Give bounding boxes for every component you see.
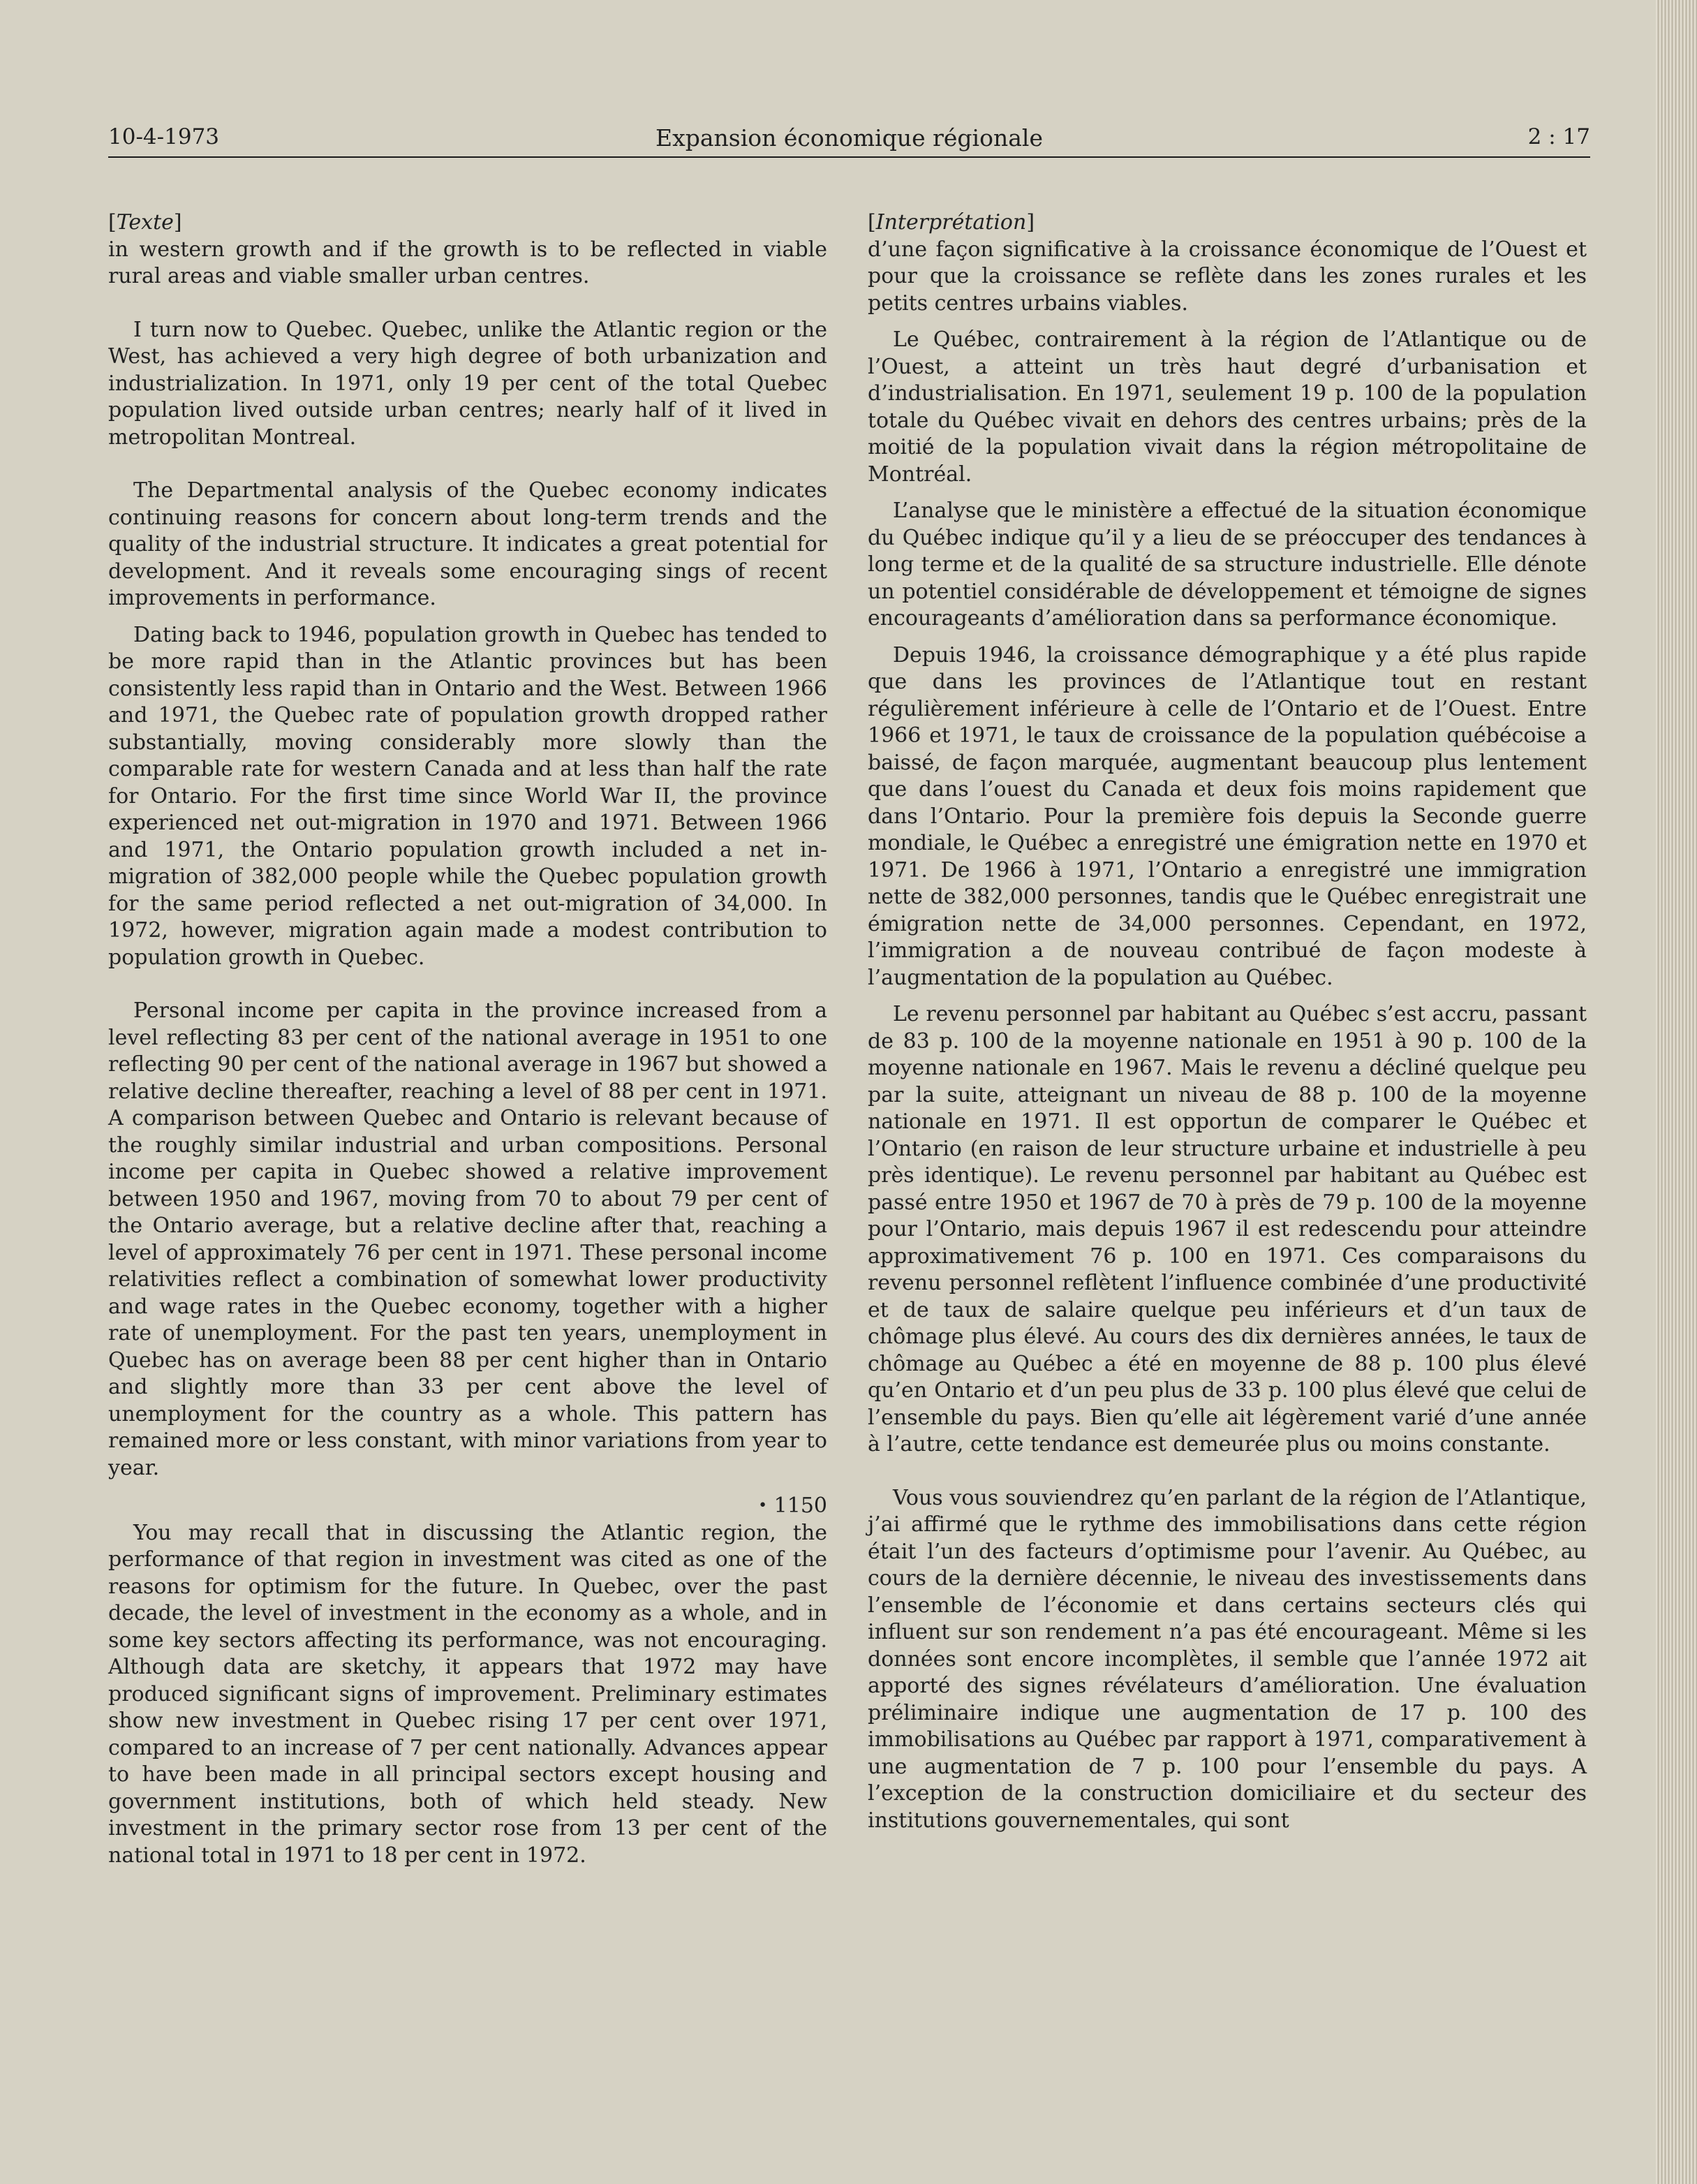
paragraph: Vous vous souviendrez qu’en parlant de la région de l’Atlantique, j’ai affirmé que le rythme des immobilisations dans cette région était l’un des facteurs d’optimisme pour l’avenir. Au Québec, au cours de la dernière décennie, le niveau des investissements dans l’ensemble de l’économie et dans certains secteurs clés qui influent sur son rendement n’a pas été encourageant. Même si les données sont encore incomplètes, il semble que l’année 1972 ait apporté des signes révélateurs d’amélioration. Une évaluation préliminaire indique une augmentation de 17 p. 100 des immobilisations au Québec par rapport à 1971, comparativement à une augmentation de 7 p. 100 pour l’ensemble du pays. A l’exception de la construction domiciliaire et du secteur des institutions gouvernementales, qui sont [868,1485,1587,1833]
paragraph: L’analyse que le ministère a effectué de la situation économique du Québec indique qu’il y a lieu de se préoccuper des tendances à long terme et de la qualité de sa structure industrielle. Elle dénote un potentiel considérable de développement et témoigne de signes encourageants d’amélioration dans sa performance économique. [868,499,1587,630]
column-label-text: Interprétation [875,210,1027,235]
column-label [868,209,1587,237]
running-header [108,124,1590,158]
english-column [108,209,827,1869]
header-page-number: 2 : 17 [1527,124,1590,149]
header-title: Expansion économique régionale [655,124,1043,152]
label-open-bracket: [ [108,210,117,235]
label-close-bracket: ] [173,210,182,235]
column-label [108,209,827,237]
paragraph: Personal income per capita in the province increased from a level reflecting 83 per cent of the national average in 1951 to one reflecting 90 per cent of the national average in 1967 but showed a relative decline thereafter, reaching a level of 88 per cent in 1971. A comparison between Quebec and Ontario is relevant because of the roughly similar industrial and urban compositions. Personal income per capita in Quebec showed a relative improvement between 1950 and 1967, moving from 70 to about 79 per cent of the Ontario average, but a relative decline after that, reaching a level of approximately 76 per cent in 1971. These personal income relativities reflect a combination of somewhat lower productivity and wage rates in the Quebec economy, together with a higher rate of unemployment. For the past ten years, unemployment in Quebec has on average been 88 per cent higher than in Ontario and slightly more than 33 per cent above the level of unemployment for the country as a whole. This pattern has remained more or less constant, with minor variations from year to year. [108,998,827,1480]
hansard-time-marker [108,1493,827,1520]
paragraph: Depuis 1946, la croissance démographique y a été plus rapide que dans les provinces de l’Atlantique tout en restant régulièrement inférieure à celle de l’Ontario et de l’Ouest. Entre 1966 et 1971, le taux de croissance de la population québécoise a baissé, de façon marquée, augmentant beaucoup plus lentement que dans l’ouest du Canada et deux fois moins rapidement que dans l’Ontario. Pour la première fois depuis la Seconde guerre mondiale, le Québec a enregistré une émigration nette en 1970 et 1971. De 1966 à 1971, l’Ontario a enregistré une immigration nette de 382,000 personnes, tandis que le Québec enregistrait une émigration nette de 34,000 personnes. Cependant, en 1972, l’immigration a de nouveau contribué de façon modeste à l’augmentation de la population au Québec. [868,642,1587,990]
column-label-text: Texte [116,210,174,235]
paragraph: in western growth and if the growth is to be reflected in viable rural areas and viable smaller urban centres. [108,237,827,288]
header-date: 10-4-1973 [108,124,220,149]
bullet-icon: • [758,1497,768,1514]
paragraph: d’une façon significative à la croissance économique de l’Ouest et pour que la croissance se reflète dans les zones rurales et les petits centres urbains viables. [868,237,1587,316]
book-page-edge [1656,0,1697,2184]
paragraph: I turn now to Quebec. Quebec, unlike the Atlantic region or the West, has achieved a very high degree of both urbanization and industrialization. In 1971, only 19 per cent of the total Quebec population lived outside urban centres; nearly half of it lived in metropolitan Montreal. [108,317,827,450]
paragraph: Dating back to 1946, population growth in Quebec has tended to be more rapid than in the Atlantic provinces but has been consistently less rapid than in Ontario and the West. Between 1966 and 1971, the Quebec rate of population growth dropped rather substantially, moving considerably more slowly than the comparable rate for western Canada and at less than half the rate for Ontario. For the first time since World War II, the province experienced net out-migration in 1970 and 1971. Between 1966 and 1971, the Ontario population growth included a net in-migration of 382,000 people while the Quebec population growth for the same period reflected a net out-migration of 34,000. In 1972, however, migration again made a modest contribution to population growth in Quebec. [108,622,827,970]
paragraph: You may recall that in discussing the Atlantic region, the performance of that region in investment was cited as one of the reasons for optimism for the future. In Quebec, over the past decade, the level of investment in the economy as a whole, and in some key sectors affecting its performance, was not encouraging. Although data are sketchy, it appears that 1972 may have produced significant signs of improvement. Preliminary estimates show new investment in Quebec rising 17 per cent over 1971, compared to an increase of 7 per cent nationally. Advances appear to have been made in all principal sectors except housing and government institutions, both of which held steady. New investment in the primary sector rose from 13 per cent of the national total in 1971 to 18 per cent in 1972. [108,1520,827,1868]
label-close-bracket: ] [1026,210,1035,235]
paragraph: The Departmental analysis of the Quebec economy indicates continuing reasons for concern about long-term trends and the quality of the industrial structure. It indicates a great potential for development. And it reveals some encouraging sings of recent improvements in performance. [108,478,827,610]
marker-number: 1150 [773,1493,827,1518]
french-column [868,209,1587,1834]
label-open-bracket: [ [868,210,876,235]
paragraph: Le Québec, contrairement à la région de l’Atlantique ou de l’Ouest, a atteint un très haut degré d’urbanisation et d’industrialisation. En 1971, seulement 19 p. 100 de la population totale du Québec vivait en dehors des centres urbains; près de la moitié de la population vivait dans la région métropolitaine de Montréal. [868,327,1587,487]
paragraph: Le revenu personnel par habitant au Québec s’est accru, passant de 83 p. 100 de la moyenne nationale en 1951 à 90 p. 100 de la moyenne nationale en 1967. Mais le revenu a décliné quelque peu par la suite, atteignant un niveau de 88 p. 100 de la moyenne nationale en 1971. Il est opportun de comparer le Québec et l’Ontario (en raison de leur structure urbaine et industrielle à peu près identique). Le revenu personnel par habitant au Québec est passé entre 1950 et 1967 de 70 à près de 79 p. 100 de la moyenne pour l’Ontario, mais depuis 1967 il est redescendu pour atteindre approximativement 76 p. 100 en 1971. Ces comparaisons du revenu personnel reflètent l’influence combinée d’une productivité et de taux de salaire quelque peu inférieurs et d’un taux de chômage plus élevé. Au cours des dix dernières années, le taux de chômage au Québec a été en moyenne de 88 p. 100 plus élevé qu’en Ontario et d’un peu plus de 33 p. 100 plus élevé que celui de l’ensemble du pays. Bien qu’elle ait légèrement varié d’une année à l’autre, cette tendance est demeurée plus ou moins constante. [868,1002,1587,1456]
